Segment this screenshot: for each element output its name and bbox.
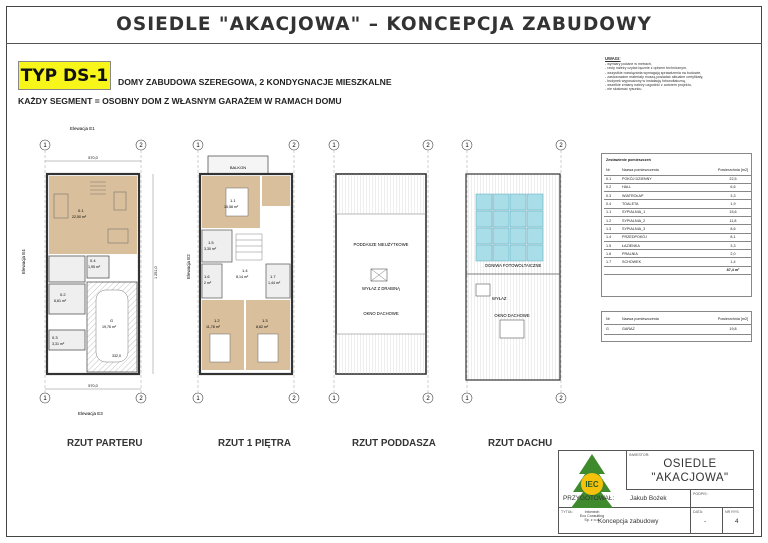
notes-heading: UWAGI: [605, 56, 621, 61]
room-code-0-2: 0.2 [60, 292, 66, 297]
table-row: 1.6 PRALNIA 2,0 [604, 250, 751, 258]
svg-text:2: 2 [292, 143, 296, 149]
room-table-header: Powierzchnia [m2] [715, 165, 751, 175]
project-name-line-2: "AKACJOWA" [651, 472, 729, 484]
table-row: 1.5 ŁAZIENKA 3,3 [604, 241, 751, 249]
prepared-label: PRZYGOTOWAŁ: [563, 495, 615, 502]
ground-floor-plan [21, 126, 158, 416]
room-code-0-3: 0.3 [52, 335, 58, 340]
notes-line: - budynek wyposażony w instalację fotowoltaiczną, [605, 79, 686, 84]
date-label: DATA: [693, 510, 704, 514]
label-roof: RZUT DACHU [488, 438, 553, 449]
axis-2-top: 2 [139, 143, 143, 149]
notes-block [605, 57, 755, 92]
label-attic: RZUT PODDASZA [352, 438, 436, 449]
author-name: Jakub Bożek [630, 495, 667, 502]
room-area-1-3: 8,62 m² [256, 325, 269, 329]
notes-line: - nie skalować rysunku. [605, 87, 643, 92]
notes-line: - zastosowane materiały muszą posiadać aktualne certyfikaty, [605, 74, 704, 79]
logo-line-2: Eco Consulting [579, 514, 605, 518]
attic-plan [329, 140, 433, 403]
dim-width-bottom: 570,0 [88, 384, 98, 388]
svg-text:2: 2 [559, 143, 563, 149]
title-block-divider [690, 490, 691, 534]
room-area-0-4: 1,95 m² [88, 265, 101, 269]
svg-text:2: 2 [292, 396, 296, 402]
axis-1-top: 1 [43, 143, 47, 149]
elevation-e3-label: Elewacja E3 [78, 411, 103, 416]
axis-2-bottom: 2 [139, 396, 143, 402]
room-area-0-3: 3,31 m² [52, 342, 65, 346]
notes-line: - rzuty należy czytać łącznie z opisem technicznym, [605, 66, 688, 71]
dim-depth: 1 251,0 [154, 266, 158, 279]
table-row: 1.1 SYPIALNIA_1 15,6 [604, 208, 751, 216]
svg-text:1: 1 [332, 396, 336, 402]
room-area-0-2: 6,61 m² [54, 299, 67, 303]
room-code-1-2: 1.2 [214, 318, 220, 323]
sheet-number-label: NR RYS: [725, 510, 740, 514]
room-area-1-7: 1,44 m² [268, 281, 281, 285]
room-area-garage: 19,76 m² [102, 325, 117, 329]
room-table-total: 87,4 m² [715, 266, 751, 274]
dim-garage: 332,0 [112, 354, 121, 358]
room-table-header: Nr [604, 165, 620, 175]
logo-line-1: Infomech [584, 510, 600, 514]
svg-text:1: 1 [465, 143, 469, 149]
room-area-1-6: 2 m² [204, 281, 212, 285]
investor-label: INWESTOR: [629, 453, 650, 457]
table-row: 1.4 PRZEDPOKÓJ 8,1 [604, 233, 751, 241]
room-code-1-6: 1.6 [204, 274, 210, 279]
roof-hatch-label: WYŁAZ [492, 296, 507, 301]
svg-text:1: 1 [465, 396, 469, 402]
svg-text:1: 1 [332, 143, 336, 149]
table-row: 1.2 SYPIALNIA_2 11,8 [604, 216, 751, 224]
page-title: OSIEDLE "AKACJOWA" – KONCEPCJA ZABUDOWY [116, 14, 652, 35]
room-table-header: Nazwa pomieszczenia [620, 165, 715, 175]
title-label: TYTUŁ: [561, 510, 574, 514]
label-ground-floor: RZUT PARTERU [67, 438, 143, 449]
table-total-row [604, 266, 751, 274]
svg-text:2: 2 [559, 396, 563, 402]
table-row: 0.3 WIATROŁAP 3,3 [604, 192, 751, 200]
first-floor-plan [186, 140, 299, 403]
attic-hatch-label: WYŁAZ Z DRABINĄ [362, 286, 400, 291]
room-code-0-4: 0.4 [90, 258, 96, 263]
title-divider [6, 43, 762, 44]
room-area-1-2: 11,78 m² [206, 325, 220, 329]
pv-label: OGNIWA FOTOWOLTAICZNE [484, 263, 542, 268]
table-row: 0.2 HALL 6,6 [604, 183, 751, 191]
subtitle-line-2: KAŻDY SEGMENT = OSOBNY DOM Z WŁASNYM GARAŻEM W RAMACH DOMU [18, 96, 342, 106]
garage-table-header: Powierzchnia [m2] [715, 314, 751, 324]
balcony-label: BALKON [229, 165, 247, 170]
table-row: 1.7 SCHOWEK 1,4 [604, 258, 751, 266]
room-code-0-1: 0.1 [78, 208, 84, 213]
sheet-number: 4 [735, 518, 739, 525]
drawing-title: Koncepcja zabudowy [598, 518, 659, 525]
roof-plan [462, 140, 566, 403]
elevation-e1-label: Elewacja E1 [70, 126, 95, 131]
floor-plans-drawing [21, 126, 570, 429]
notes-line: - wymiary podane w metrach, [605, 62, 652, 67]
dim-width-top: 570,0 [88, 156, 98, 160]
elevation-e2-label: Elewacja E2 [186, 254, 191, 279]
logo-initials: IEC [585, 480, 599, 489]
attic-unused-label: PODDASZE NIEUŻYTKOWE [353, 242, 409, 247]
garage-table-header: Nr [604, 314, 620, 324]
room-table-title: Zestawienie pomieszczeń [606, 158, 651, 162]
attic-roof-window-label: OKNO DACHOWE [363, 311, 399, 316]
table-row: 1.3 SYPIALNIA_3 8,6 [604, 225, 751, 233]
elevation-e4-label: Elewacja E4 [21, 249, 26, 274]
garage-table-header: Nazwa pomieszczenia [620, 314, 715, 324]
svg-text:2: 2 [426, 396, 430, 402]
floor-plans-svg [21, 126, 570, 429]
roof-window-label: OKNO DACHOWE [494, 313, 530, 318]
sign-label: PODPIS: [693, 492, 708, 496]
svg-text:1: 1 [196, 143, 200, 149]
room-table [604, 155, 751, 275]
svg-text:2: 2 [426, 143, 430, 149]
table-row: 0.4 TOALETA 1,9 [604, 200, 751, 208]
axis-1-bottom: 1 [43, 396, 47, 402]
type-badge: TYP DS-1 [18, 61, 111, 90]
room-code-1-1: 1.1 [230, 198, 236, 203]
room-code-garage: G [110, 318, 114, 323]
room-code-1-5: 1.5 [208, 240, 214, 245]
project-name-line-1: OSIEDLE [663, 458, 717, 470]
label-first-floor: RZUT 1 PIĘTRA [218, 438, 291, 449]
room-area-1-5: 3,30 m² [204, 247, 217, 251]
room-area-1-1: 15,58 m² [224, 205, 239, 209]
room-code-1-7: 1.7 [270, 274, 276, 279]
room-area-0-1: 22,50 m² [72, 215, 87, 219]
table-row: 0.1 POKÓJ DZIENNY 22,5 [604, 175, 751, 183]
room-area-1-4: 8,14 m² [236, 275, 249, 279]
date-value: - [704, 518, 707, 525]
title-block-divider [722, 508, 723, 534]
room-code-1-4: 1.4 [242, 268, 248, 273]
logo-line-3: Sp. z o.o. [584, 518, 600, 522]
table-row: G GARAŻ 19,8 [604, 324, 751, 334]
subtitle-line-1: DOMY ZABUDOWA SZEREGOWA, 2 KONDYGNACJE MIESZKALNE [118, 77, 392, 87]
room-code-1-3: 1.3 [262, 318, 268, 323]
notes-line: - wszystkie rozwiązania wymagają sprawdzenia na budowie, [605, 70, 702, 75]
notes-line: - wszelkie zmiany należy uzgodnić z autorem projektu, [605, 83, 692, 88]
svg-text:1: 1 [196, 396, 200, 402]
garage-table [604, 314, 751, 335]
